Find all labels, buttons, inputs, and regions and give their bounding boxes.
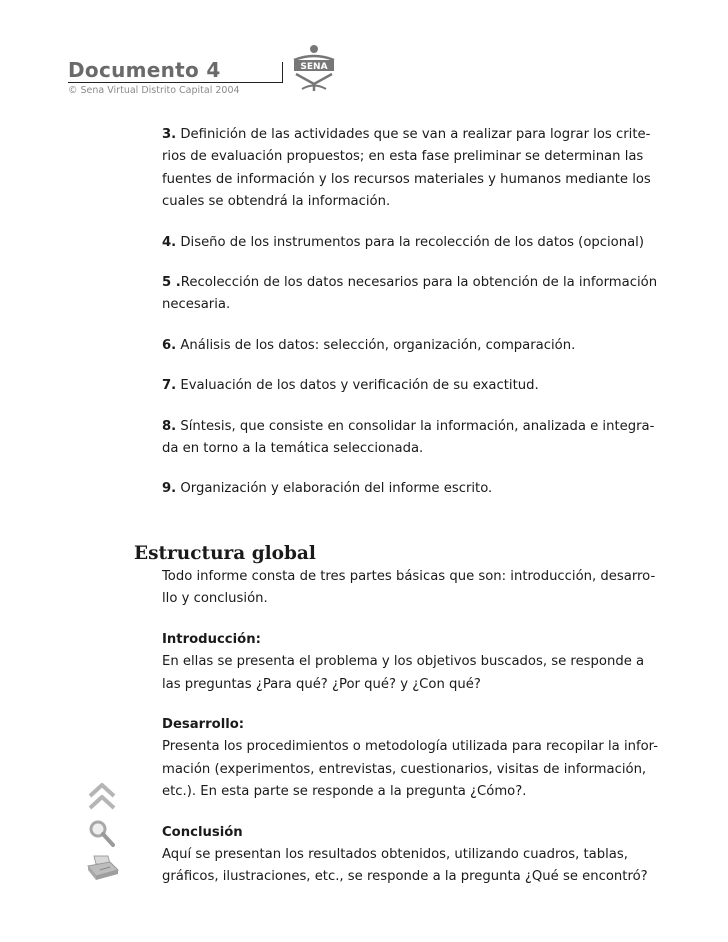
sub-heading: Conclusión xyxy=(162,824,243,840)
item-text: Evaluación de los datos y verificación de su exactitud. xyxy=(176,378,539,394)
copyright-text: © Sena Virtual Distrito Capital 2004 xyxy=(68,85,240,96)
double-chevron-up-icon[interactable] xyxy=(84,780,120,814)
list-item xyxy=(162,272,662,317)
item-line: da en torno a la temática seleccionada. xyxy=(162,441,424,457)
paragraph-line: Todo informe consta de tres partes básicas que son: introducción, desarro- xyxy=(162,569,656,584)
item-text: Recolección de los datos necesarios para la obtención de la información xyxy=(180,275,658,291)
paragraph-line: Presenta los procedimientos o metodología utilizada para recopilar la infor- xyxy=(162,739,659,755)
section-body xyxy=(162,566,662,907)
item-number: 9. xyxy=(162,481,177,497)
header-rule-vertical xyxy=(282,62,283,83)
item-text: Organización y elaboración del informe escrito. xyxy=(176,481,493,497)
item-number: 3. xyxy=(162,127,177,142)
printer-icon[interactable] xyxy=(84,850,120,884)
logo-text: SENA xyxy=(300,62,328,72)
introduccion-block xyxy=(162,629,662,696)
sena-logo xyxy=(288,44,340,92)
item-line: necesaria. xyxy=(162,297,231,313)
desarrollo-block xyxy=(162,714,662,804)
list-item xyxy=(162,335,662,357)
paragraph-line: mación (experimentos, entrevistas, cuestionarios, visitas de información, xyxy=(162,761,647,777)
paragraph-line: llo y conclusión. xyxy=(162,591,268,607)
item-text: Análisis de los datos: selección, organización, comparación. xyxy=(176,337,576,353)
document-title: Documento 4 xyxy=(68,58,221,82)
list-item xyxy=(162,478,662,500)
paragraph-line: gráficos, ilustraciones, etc., se responde a la pregunta ¿Qué se encontró? xyxy=(162,869,648,885)
header-rule xyxy=(68,82,282,83)
item-text: Síntesis, que consiste en consolidar la información, analizada e integra- xyxy=(176,418,655,434)
list-item xyxy=(162,232,662,254)
intro-paragraph xyxy=(162,566,662,611)
item-number: 5 . xyxy=(162,275,181,291)
magnifier-icon[interactable] xyxy=(84,816,120,850)
paragraph-line: etc.). En esta parte se responde a la pregunta ¿Cómo?. xyxy=(162,784,527,800)
conclusion-block xyxy=(162,822,662,889)
paragraph-line: En ellas se presenta el problema y los objetivos buscados, se responde a xyxy=(162,654,645,670)
steps-list xyxy=(162,124,662,519)
list-item xyxy=(162,416,662,461)
sub-heading: Introducción: xyxy=(162,631,261,647)
item-text: Definición de las actividades que se van a realizar para lograr los crite- xyxy=(176,127,651,142)
item-line: fuentes de información y los recursos materiales y humanos mediante los xyxy=(162,171,651,187)
item-number: 6. xyxy=(162,337,177,353)
sub-heading: Desarrollo: xyxy=(162,717,245,733)
item-number: 8. xyxy=(162,418,177,434)
section-heading: Estructura global xyxy=(134,543,316,564)
item-text: Diseño de los instrumentos para la recolección de los datos (opcional) xyxy=(176,234,644,250)
list-item xyxy=(162,124,662,214)
item-number: 7. xyxy=(162,378,177,394)
item-number: 4. xyxy=(162,234,177,250)
paragraph-line: las preguntas ¿Para qué? ¿Por qué? y ¿Con qué? xyxy=(162,676,481,692)
item-line: rios de evaluación propuestos; en esta fase preliminar se determinan las xyxy=(162,149,644,165)
paragraph-line: Aquí se presentan los resultados obtenidos, utilizando cuadros, tablas, xyxy=(162,847,628,863)
list-item xyxy=(162,375,662,397)
item-line: cuales se obtendrá la información. xyxy=(162,194,391,210)
